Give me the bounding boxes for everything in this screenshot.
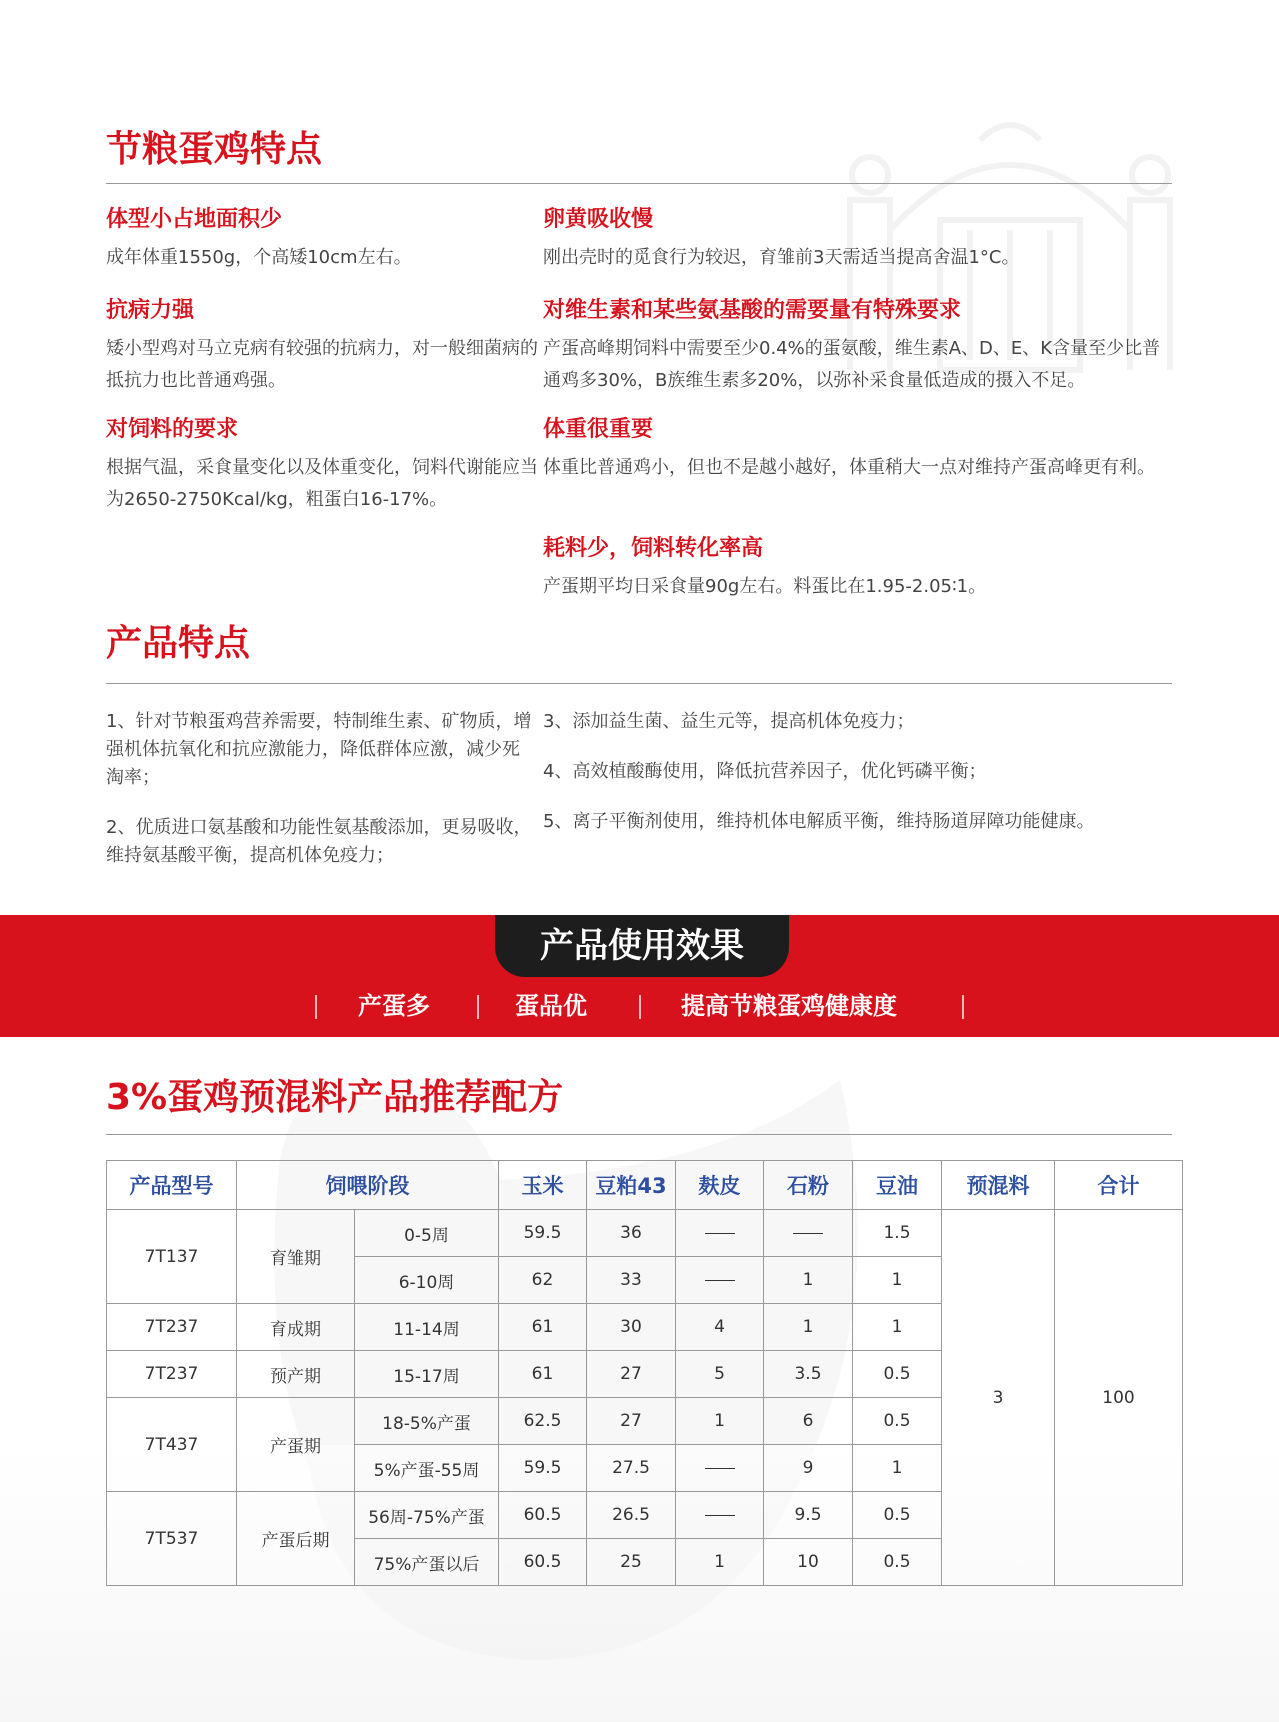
banner-title-tab (495, 915, 789, 977)
header-cell: 麸皮 (676, 1161, 764, 1210)
feature-feed-requirement (106, 417, 546, 516)
value-cell: 61 (499, 1304, 587, 1351)
banner-divider (477, 995, 479, 1019)
feature-title: 抗病力强 (106, 298, 195, 323)
features-title: 节粮蛋鸡特点 (106, 129, 323, 170)
value-cell (764, 1210, 853, 1257)
value-cell: 0.5 (853, 1398, 942, 1445)
week-cell: 0-5周 (355, 1210, 499, 1257)
value-cell: 1 (764, 1257, 853, 1304)
value-cell: 5 (676, 1351, 764, 1398)
empty-dash (793, 1233, 823, 1234)
empty-dash (705, 1233, 735, 1234)
product-point: 3、添加益生菌、益生元等，提高机体免疫力； (543, 711, 915, 732)
feature-text: 产蛋期平均日采食量90g左右。料蛋比在1.95-2.05∶1。 (543, 576, 987, 597)
value-cell: 27 (587, 1398, 676, 1445)
value-cell: 6 (764, 1398, 853, 1445)
header-cell: 石粉 (764, 1161, 853, 1210)
feature-vitamin-needs (543, 298, 1175, 397)
model-cell: 7T237 (107, 1351, 237, 1398)
feature-feed-conversion (543, 536, 1175, 603)
value-cell: 3.5 (764, 1351, 853, 1398)
value-cell: 33 (587, 1257, 676, 1304)
feature-title: 对饲料的要求 (106, 417, 239, 442)
model-cell: 7T237 (107, 1304, 237, 1351)
feature-title: 卵黄吸收慢 (543, 207, 654, 232)
phase-cell: 产蛋后期 (237, 1492, 355, 1586)
banner-title: 产品使用效果 (540, 926, 744, 966)
value-cell: 1 (853, 1445, 942, 1492)
table-row (107, 1210, 1183, 1257)
value-cell: 1 (853, 1304, 942, 1351)
week-cell: 5%产蛋-55周 (355, 1445, 499, 1492)
value-cell: 60.5 (499, 1539, 587, 1586)
header-cell: 合计 (1055, 1161, 1183, 1210)
value-cell: 62.5 (499, 1398, 587, 1445)
phase-cell: 育成期 (237, 1304, 355, 1351)
feature-body-size (106, 207, 546, 274)
value-cell: 1 (853, 1257, 942, 1304)
value-cell: 62 (499, 1257, 587, 1304)
value-cell: 9.5 (764, 1492, 853, 1539)
value-cell: 26.5 (587, 1492, 676, 1539)
value-cell: 30 (587, 1304, 676, 1351)
header-cell: 豆粕43 (587, 1161, 676, 1210)
phase-cell: 产蛋期 (237, 1398, 355, 1492)
phase-cell: 预产期 (237, 1351, 355, 1398)
week-cell: 75%产蛋以后 (355, 1539, 499, 1586)
value-cell: 10 (764, 1539, 853, 1586)
value-cell: 60.5 (499, 1492, 587, 1539)
value-cell (676, 1210, 764, 1257)
empty-dash (705, 1280, 735, 1281)
value-cell (676, 1492, 764, 1539)
value-cell (676, 1445, 764, 1492)
phase-cell: 育雏期 (237, 1210, 355, 1304)
value-cell: 27.5 (587, 1445, 676, 1492)
feature-title: 体型小占地面积少 (106, 207, 283, 232)
banner-divider (962, 995, 964, 1019)
value-cell: 25 (587, 1539, 676, 1586)
feature-text: 体重比普通鸡小，但也不是越小越好，体重稍大一点对维持产蛋高峰更有利。 (543, 457, 1155, 478)
usage-effect-banner (0, 915, 1279, 1037)
recipe-table (106, 1160, 1183, 1586)
value-cell: 1 (676, 1398, 764, 1445)
empty-dash (705, 1468, 735, 1469)
model-cell: 7T137 (107, 1210, 237, 1304)
value-cell: 9 (764, 1445, 853, 1492)
model-cell: 7T437 (107, 1398, 237, 1492)
premix-cell: 3 (942, 1210, 1055, 1586)
feature-title: 耗料少，饲料转化率高 (543, 536, 764, 561)
product-point: 5、离子平衡剂使用，维持机体电解质平衡，维持肠道屏障功能健康。 (543, 811, 1095, 832)
value-cell: 4 (676, 1304, 764, 1351)
value-cell: 1.5 (853, 1210, 942, 1257)
product-points-right (543, 708, 1183, 836)
feature-yolk (543, 207, 1175, 274)
header-cell: 预混料 (942, 1161, 1055, 1210)
week-cell: 11-14周 (355, 1304, 499, 1351)
feature-text: 产蛋高峰期饲料中需要至少0.4%的蛋氨酸，维生素A、D、E、K含量至少比普通鸡多30%，B族维生素多20%，以弥补采食量低造成的摄入不足。 (543, 338, 1161, 391)
feature-text: 刚出壳时的觅食行为较迟，育雏前3天需适当提高舍温1°C。 (543, 247, 1020, 268)
value-cell: 0.5 (853, 1539, 942, 1586)
week-cell: 56周-75%产蛋 (355, 1492, 499, 1539)
value-cell: 27 (587, 1351, 676, 1398)
product-features-title: 产品特点 (106, 623, 251, 664)
banner-item: 蛋品优 (515, 992, 587, 1020)
recipe-title: 3%蛋鸡预混料产品推荐配方 (106, 1077, 564, 1118)
product-points-left (106, 708, 536, 870)
feature-body-weight (543, 417, 1175, 484)
value-cell: 36 (587, 1210, 676, 1257)
total-cell: 100 (1055, 1210, 1183, 1586)
value-cell: 1 (676, 1539, 764, 1586)
banner-divider (315, 995, 317, 1019)
table-header-row (107, 1161, 1183, 1210)
header-cell: 产品型号 (107, 1161, 237, 1210)
header-cell: 豆油 (853, 1161, 942, 1210)
feature-text: 成年体重1550g，个高矮10cm左右。 (106, 247, 412, 268)
feature-text: 矮小型鸡对马立克病有较强的抗病力，对一般细菌病的抵抗力也比普通鸡强。 (106, 338, 538, 391)
value-cell: 59.5 (499, 1210, 587, 1257)
recipe-rule (106, 1134, 1172, 1135)
value-cell (676, 1257, 764, 1304)
value-cell: 0.5 (853, 1351, 942, 1398)
feature-disease-resistance (106, 298, 546, 397)
banner-divider (639, 995, 641, 1019)
banner-item: 产蛋多 (358, 992, 430, 1020)
header-cell: 玉米 (499, 1161, 587, 1210)
feature-title: 对维生素和某些氨基酸的需要量有特殊要求 (543, 298, 962, 323)
empty-dash (705, 1515, 735, 1516)
week-cell: 15-17周 (355, 1351, 499, 1398)
feature-text: 根据气温，采食量变化以及体重变化，饲料代谢能应当为2650-2750Kcal/kg，粗蛋白16-17%。 (106, 457, 538, 510)
features-rule (106, 183, 1172, 184)
product-point: 1、针对节粮蛋鸡营养需要，特制维生素、矿物质，增强机体抗氧化和抗应激能力，降低群体应激，减少死淘率； (106, 711, 532, 788)
value-cell: 59.5 (499, 1445, 587, 1492)
value-cell: 1 (764, 1304, 853, 1351)
value-cell: 0.5 (853, 1492, 942, 1539)
banner-item: 提高节粮蛋鸡健康度 (681, 992, 897, 1020)
value-cell: 61 (499, 1351, 587, 1398)
feature-title: 体重很重要 (543, 417, 654, 442)
header-cell: 饲喂阶段 (237, 1161, 499, 1210)
model-cell: 7T537 (107, 1492, 237, 1586)
product-features-rule (106, 683, 1172, 684)
product-point: 2、优质进口氨基酸和功能性氨基酸添加，更易吸收，维持氨基酸平衡，提高机体免疫力； (106, 817, 532, 866)
product-point: 4、高效植酸酶使用，降低抗营养因子，优化钙磷平衡； (543, 761, 987, 782)
week-cell: 6-10周 (355, 1257, 499, 1304)
week-cell: 18-5%产蛋 (355, 1398, 499, 1445)
